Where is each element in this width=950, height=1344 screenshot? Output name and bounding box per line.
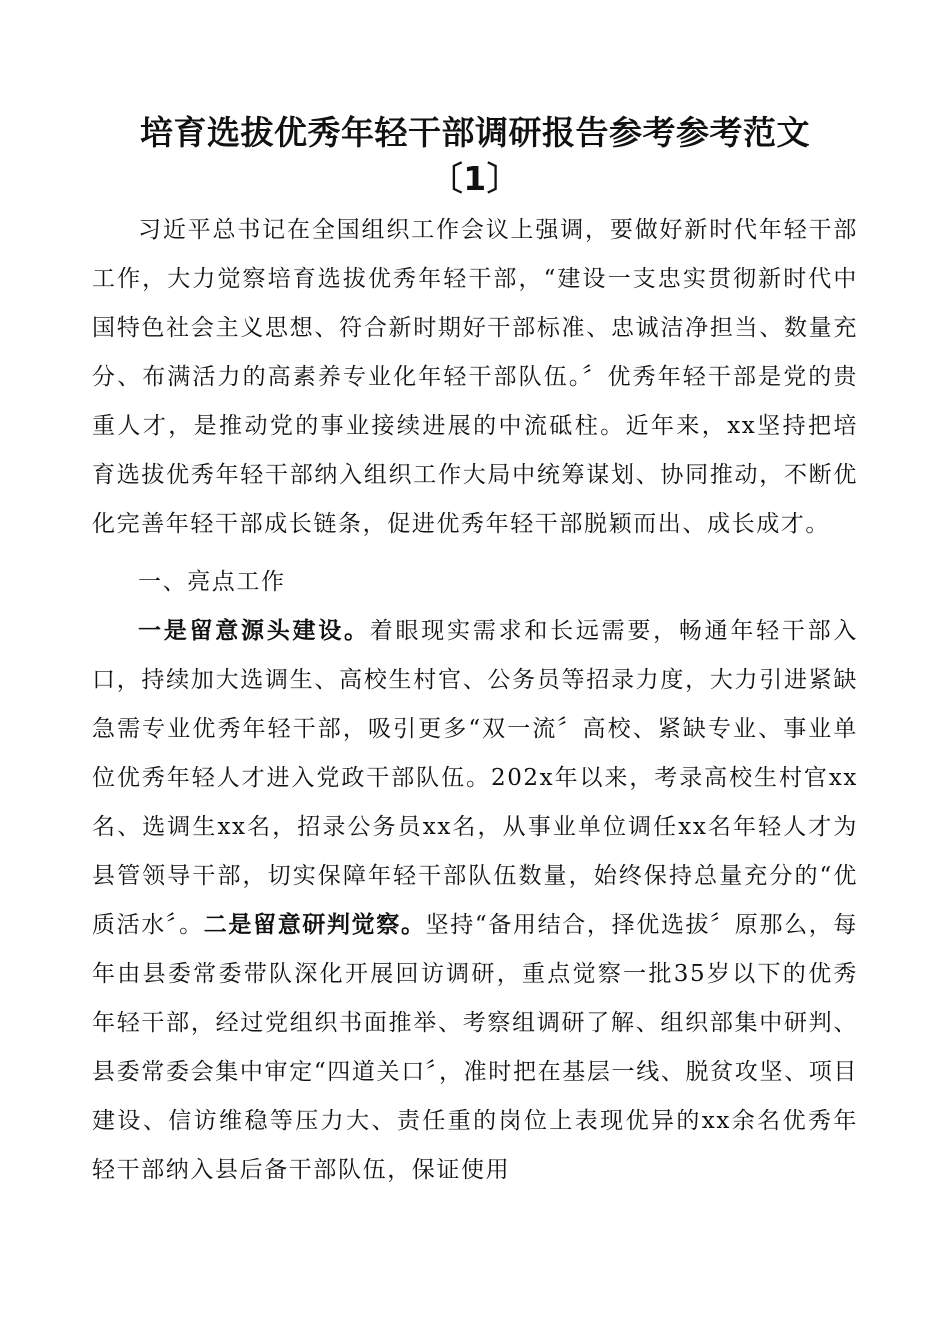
- body-paragraph: [92, 607, 858, 1195]
- point-2-text: 坚持“备用结合，择优选拔〞原那么，每年由县委常委带队深化开展回访调研，重点觉察一批35岁以下的优秀年轻干部，经过党组织书面推举、考察组调研了解、组织部集中研判、县委常委会集中审定“四道关口〞，准时把在基层一线、脱贫攻坚、项目建设、信访维稳等压力大、责任重的岗位上表现优异的xx余名优秀年轻干部纳入县后备干部队伍，保证使用: [92, 912, 859, 1183]
- intro-paragraph: 习近平总书记在全国组织工作会议上强调，要做好新时代年轻干部工作，大力觉察培育选拔优秀年轻干部，“建设一支忠实贯彻新时代中国特色社会主义思想、符合新时期好干部标准、忠诚洁净担当、数量充分、布满活力的高素养专业化年轻干部队伍。〞优秀年轻干部是党的贵重人才，是推动党的事业接续进展的中流砥柱。近年来，xx坚持把培育选拔优秀年轻干部纳入组织工作大局中统筹谋划、协同推动，不断优化完善年轻干部成长链条，促进优秀年轻干部脱颖而出、成长成才。: [92, 217, 858, 537]
- point-2-lead: 二是留意研判觉察。: [203, 912, 426, 938]
- point-1-text: 着眼现实需求和长远需要，畅通年轻干部入口，持续加大选调生、高校生村官、公务员等招录力度，大力引进紧缺急需专业优秀年轻干部，吸引更多“双一流〞高校、紧缺专业、事业单位优秀年轻人才进入党政干部队伍。202x年以来，考录高校生村官xx名、选调生xx名，招录公务员xx名，从事业单位调任xx名年轻人才为县管领导干部，切实保障年轻干部队伍数量，始终保持总量充分的“优质活水〞。: [92, 618, 858, 938]
- title-line-2: 〔1〕: [429, 159, 521, 198]
- section-heading-1: 一、亮点工作: [138, 569, 286, 595]
- point-1-lead: 一是留意源头建设。: [138, 618, 370, 644]
- document-body: [92, 206, 858, 1195]
- title-line-1: 培育选拔优秀年轻干部调研报告参考参考范文: [140, 113, 810, 152]
- document-title: [92, 110, 858, 202]
